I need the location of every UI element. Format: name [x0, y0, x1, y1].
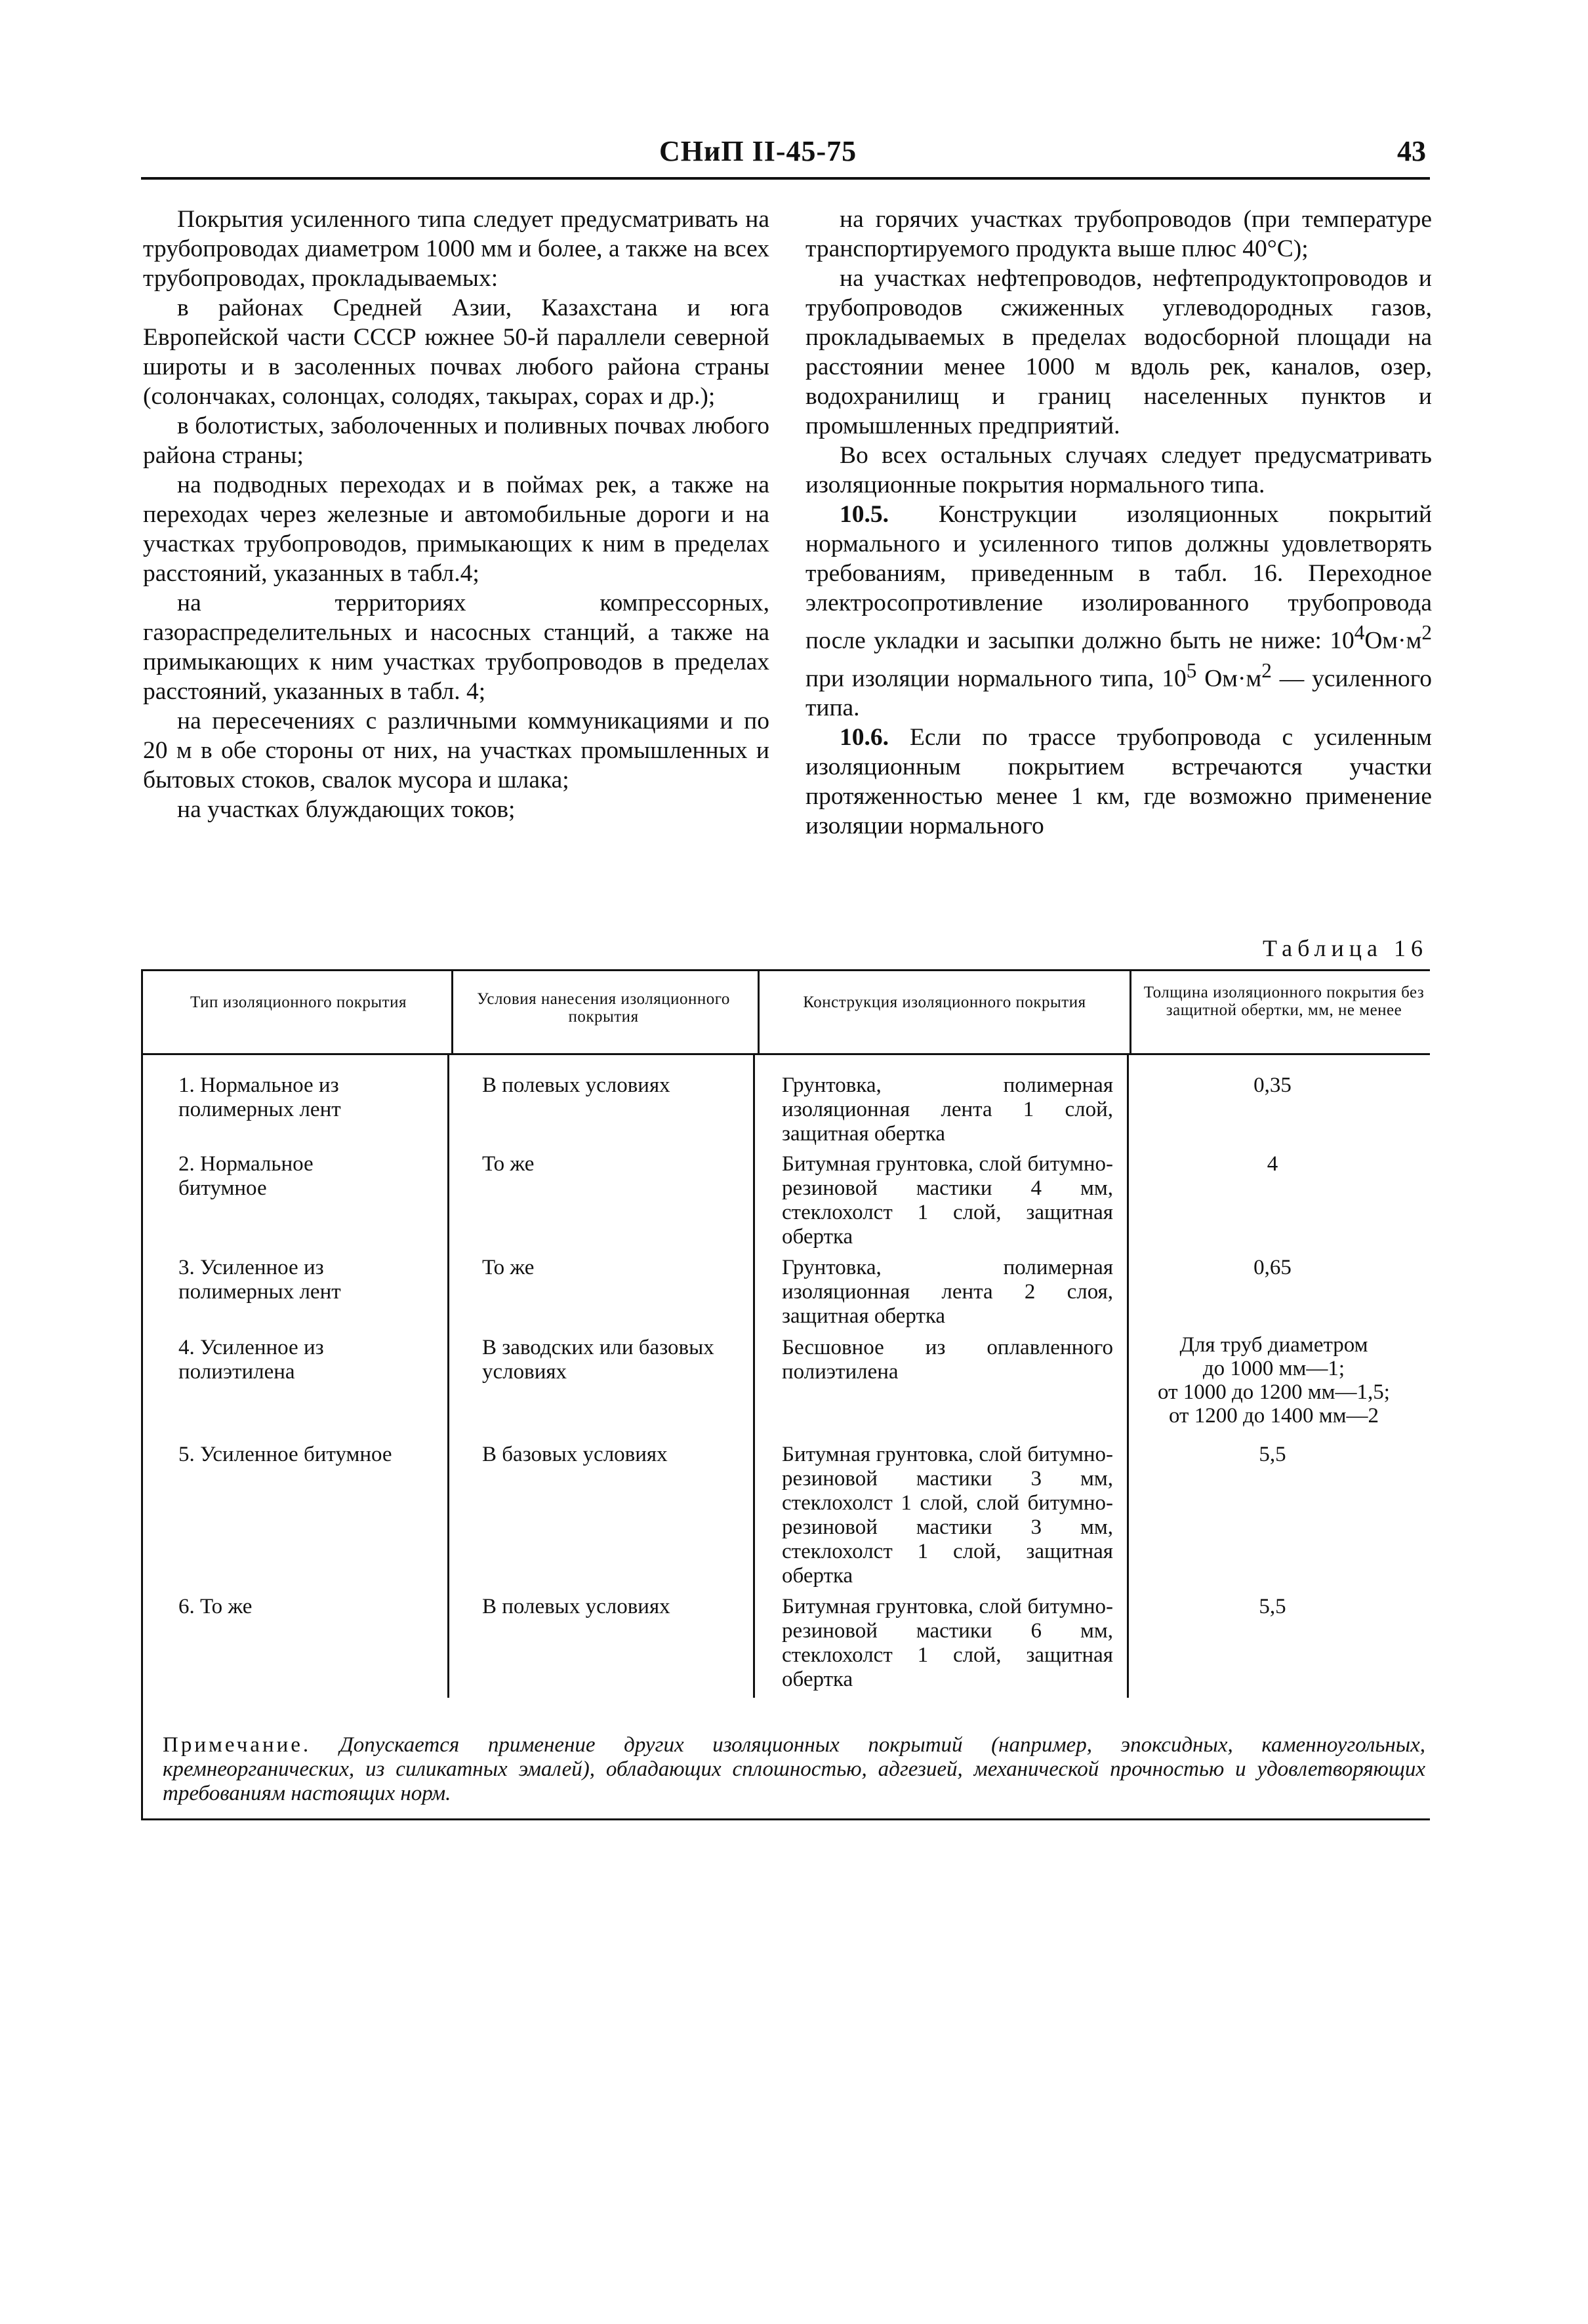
note-text: Допускается применение других изоляционных покрытий (например, эпоксидных, каменноугольных, кремнеорганических, из силикатных эмалей), обладающих сплошностью, адгезией, механической прочностью и удовлетворяющих требованиям настоящих норм.	[163, 1733, 1425, 1805]
paragraph: Во всех остальных случаях следует предусматривать изоляционные покрытия нормального типа.	[805, 442, 1432, 498]
clause-number: 10.6.	[840, 724, 889, 751]
table-cell-conditions: В заводских или базовых условиях	[482, 1336, 714, 1384]
table-cell-conditions: То же	[482, 1256, 535, 1279]
table-cell-type: 6. То же	[178, 1595, 253, 1618]
superscript: 2	[1421, 621, 1432, 644]
table-cell-construction: Бесшовное из оплавленного полиэтилена	[782, 1336, 1113, 1384]
clause-text: Ом·м	[1196, 665, 1262, 692]
table-header-divider	[1130, 971, 1131, 1053]
table-header-cell: Условия нанесения изоляционного покрытия	[477, 990, 730, 1026]
table-cell-conditions: В базовых условиях	[482, 1443, 668, 1466]
table-note	[163, 1733, 1425, 1806]
table-header-cell: Конструкция изоляционного покрытия	[803, 993, 1086, 1011]
table-left-rule	[141, 969, 143, 1818]
clause-text: Ом·м	[1364, 627, 1422, 654]
page-number: 43	[1397, 135, 1426, 167]
clause-text: при изоляции нормального типа, 10	[805, 665, 1187, 692]
paragraph: в районах Средней Азии, Казахстана и юга Европейской части СССР южнее 50-й параллели северной широты и в засоленных почвах любого района страны (солончаках, солонцах, солодях, такырах, сорах и др.);	[143, 294, 769, 410]
table-cell-thickness: 5,5	[1259, 1443, 1286, 1466]
table-cell-conditions: То же	[482, 1152, 535, 1176]
clause-10-6	[805, 723, 1432, 841]
table-top-rule	[141, 969, 1430, 971]
page-title: СНиП II-45-75	[659, 135, 857, 167]
table-header-divider	[451, 971, 453, 1053]
note-label: Примечание.	[163, 1733, 312, 1757]
paragraph: на территориях компрессорных, газораспределительных и насосных станций, а также на примыкающих к ним участках трубопроводов в пределах расстояний, указанных в табл. 4;	[143, 590, 769, 705]
table-cell-conditions: В полевых условиях	[482, 1073, 670, 1097]
table-header-divider	[758, 971, 760, 1053]
paragraph: в болотистых, заболоченных и поливных почвах любого района страны;	[143, 412, 769, 469]
clause-text: — усиленного типа.	[805, 665, 1432, 721]
superscript: 2	[1261, 658, 1272, 682]
thickness-line: от 1000 до 1200 мм—1,5;	[1158, 1380, 1390, 1404]
table-header-cell: Толщина изоляционного покрытия без защитной обертки, мм, не менее	[1143, 984, 1425, 1019]
thickness-line: Для труб диаметром	[1179, 1333, 1368, 1357]
table-cell-construction: Грунтовка, полимерная изоляционная лента 2 слоя, защитная обертка	[782, 1256, 1113, 1328]
thickness-line: до 1000 мм—1;	[1202, 1357, 1345, 1380]
clause-10-5	[805, 500, 1432, 723]
paragraph: на горячих участках трубопроводов (при температуре транспортируемого продукта выше плюс 40°С);	[805, 206, 1432, 262]
table-cell-conditions: В полевых условиях	[482, 1595, 670, 1618]
table-cell-thickness: 0,35	[1253, 1073, 1292, 1097]
table-header-rule	[141, 1053, 1430, 1055]
right-text-column	[805, 205, 1432, 841]
table-column-divider	[1127, 1055, 1129, 1698]
table-cell-type: 4. Усиленное из полиэтилена	[178, 1336, 324, 1384]
thickness-line: от 1200 до 1400 мм—2	[1168, 1404, 1379, 1428]
clause-number: 10.5.	[840, 501, 889, 528]
superscript: 5	[1186, 658, 1197, 682]
table-column-divider	[753, 1055, 755, 1698]
clause-text: Конструкции изоляционных покрытий нормального и усиленного типов должны удовлетворять требованиям, приведенным в табл. 16. Переходное электросопротивление изолированного трубопровода после укладки и засыпки должно быть не ниже: 10	[805, 501, 1432, 654]
superscript: 4	[1354, 621, 1365, 644]
table-header-cell: Тип изоляционного покрытия	[190, 993, 407, 1011]
table-cell-type: 5. Усиленное битумное	[178, 1443, 392, 1466]
paragraph: на пересечениях с различными коммуникациями и по 20 м в обе стороны от них, на участках промышленных и бытовых стоков, свалок мусора и шлака;	[143, 708, 769, 793]
table-caption: Таблица 16	[1263, 935, 1428, 961]
table-cell-construction: Грунтовка, полимерная изоляционная лента 1 слой, защитная обертка	[782, 1073, 1113, 1146]
paragraph: на участках блуждающих токов;	[177, 796, 516, 823]
table-cell-thickness: 4	[1267, 1152, 1278, 1176]
clause-text: Если по трассе трубопровода с усиленным изоляционным покрытием встречаются участки протяженностью менее 1 км, где возможно применение изоляции нормального	[805, 724, 1432, 839]
table-cell-construction: Битумная грунтовка, слой битумно-резиновой мастики 3 мм, стеклохолст 1 слой, слой битумно-резиновой мастики 3 мм, стеклохолст 1 слой, защитная обертка	[782, 1443, 1113, 1588]
paragraph: на участках нефтепроводов, нефтепродуктопроводов и трубопроводов сжиженных углеводородных газов, прокладываемых в пределах водосборной площади на расстоянии менее 1000 м вдоль рек, каналов, озер, водохранилищ и границ населенных пунктов и промышленных предприятий.	[805, 265, 1432, 439]
paragraph: Покрытия усиленного типа следует предусматривать на трубопроводах диаметром 1000 мм и более, а также на всех трубопроводах, прокладываемых:	[143, 206, 769, 292]
table-cell-thickness	[1130, 1333, 1418, 1428]
table-cell-type: 2. Нормальное битумное	[178, 1152, 314, 1200]
table-cell-thickness: 5,5	[1259, 1595, 1286, 1618]
table-cell-type: 3. Усиленное из полимерных лент	[178, 1256, 341, 1304]
table-column-divider	[447, 1055, 449, 1698]
paragraph: на подводных переходах и в поймах рек, а также на переходах через железные и автомобильные дороги и на участках трубопроводов, примыкающих к ним в пределах расстояний, указанных в табл.4;	[143, 471, 769, 587]
table-bottom-rule	[141, 1818, 1430, 1820]
table-cell-type: 1. Нормальное из полимерных лент	[178, 1073, 341, 1121]
header-rule	[141, 177, 1430, 180]
left-text-column	[143, 205, 769, 824]
table-cell-construction: Битумная грунтовка, слой битумно-резиновой мастики 4 мм, стеклохолст 1 слой, защитная обертка	[782, 1152, 1113, 1249]
table-cell-construction: Битумная грунтовка, слой битумно-резиновой мастики 6 мм, стеклохолст 1 слой, защитная обертка	[782, 1595, 1113, 1691]
table-cell-thickness: 0,65	[1253, 1256, 1292, 1279]
